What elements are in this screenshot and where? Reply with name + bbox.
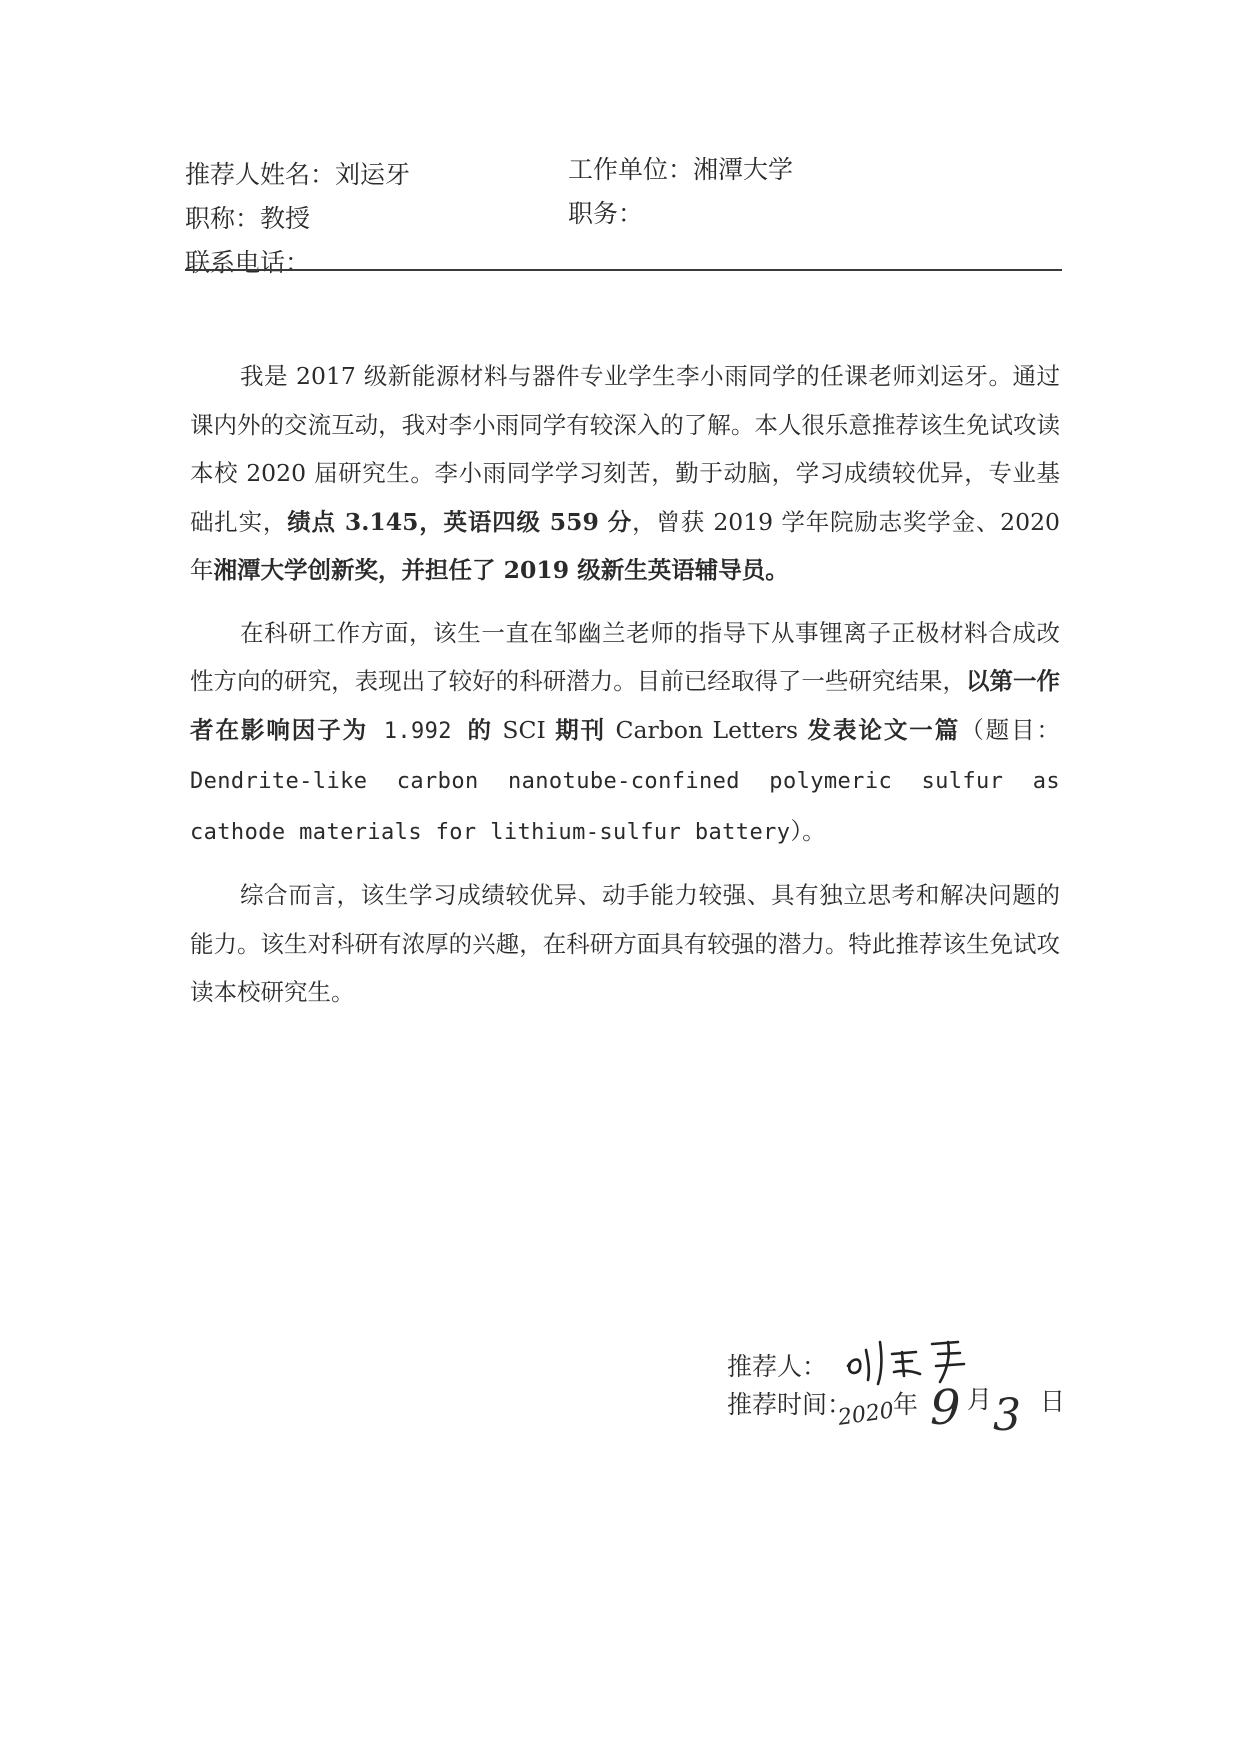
p2-title-open: （题目： [960, 715, 1061, 744]
handwritten-month: 9 [930, 1380, 961, 1436]
recommend-time-label: 推荐时间： [727, 1390, 853, 1419]
work-unit-row [568, 155, 793, 185]
duty-row [568, 199, 643, 229]
header-divider [185, 269, 1062, 271]
recommender-label: 推荐人： [727, 1352, 828, 1381]
recommender-name-value: 刘运牙 [335, 160, 411, 189]
phone-row [185, 248, 310, 278]
title-label: 职称： [185, 204, 261, 233]
letter-body [190, 352, 1060, 1017]
handwritten-day: 3 [993, 1390, 1021, 1441]
p1-text-2: ，曾获 2019 学年院励志奖学金、2020 年 [190, 507, 1060, 584]
year-unit: 年 [893, 1390, 919, 1419]
p2-title-close: ）。 [790, 816, 826, 845]
p1-text-1: 我是 2017 级新能源材料与器件专业学生李小雨同学的任课老师刘运牙。通过课内外的交流互动，我对李小雨同学有较深入的了解。本人很乐意推荐该生免试攻读本校 2020 届研究生。李小雨同学学习刻苦，勤于动脑，学习成绩较优异，专业基础扎实， [190, 362, 1060, 536]
p1-award: 湘潭大学创新奖，并担任了 2019 级新生英语辅导员。 [213, 556, 789, 584]
p2-paper-title: Dendrite-like carbon nanotube-confined polymeric sulfur as cathode materials for lithium-sulfur battery [190, 769, 1060, 845]
recommender-signature-row [727, 1352, 827, 1382]
work-unit-value: 湘潭大学 [693, 155, 794, 184]
p2-text-1: 在科研工作方面，该生一直在邹幽兰老师的指导下从事锂离子正极材料合成改性方向的研究，表现出了较好的科研潜力。目前已经取得了一些研究结果， [190, 618, 1060, 695]
day-unit: 日 [1040, 1387, 1066, 1416]
paragraph-research [190, 609, 1060, 858]
p1-gpa-score: 绩点 3.145，英语四级 559 分 [287, 507, 633, 536]
paragraph-summary: 综合而言，该生学习成绩较优异、动手能力较强、具有独立思考和解决问题的能力。该生对科研有浓厚的兴趣，在科研方面具有较强的潜力。特此推荐该生免试攻读本校研究生。 [190, 881, 1060, 1006]
paragraph-introduction [190, 352, 1060, 595]
handwritten-year: 2020 [836, 1398, 896, 1431]
p2-sci: SCI [493, 715, 556, 744]
recommend-time-row [727, 1390, 852, 1420]
p2-publication-3: 发表论文一篇 [807, 715, 961, 744]
p2-impact-factor: 1.992 [368, 718, 468, 744]
duty-label: 职务： [568, 199, 644, 228]
p2-publication-1: 以第一作者在影响因子为 [190, 667, 1061, 744]
month-unit: 月 [967, 1385, 993, 1414]
phone-label: 联系电话： [185, 248, 311, 277]
title-row [185, 204, 310, 234]
recommender-name-row [185, 160, 410, 190]
handwritten-signature [840, 1328, 980, 1388]
recommender-name-label: 推荐人姓名： [185, 160, 336, 189]
p2-publication-2: 的 [467, 715, 493, 744]
p2-journal-label: 期刊 [555, 715, 607, 744]
p2-journal-name: Carbon Letters [606, 715, 808, 744]
work-unit-label: 工作单位： [568, 155, 694, 184]
title-value: 教授 [260, 204, 311, 233]
